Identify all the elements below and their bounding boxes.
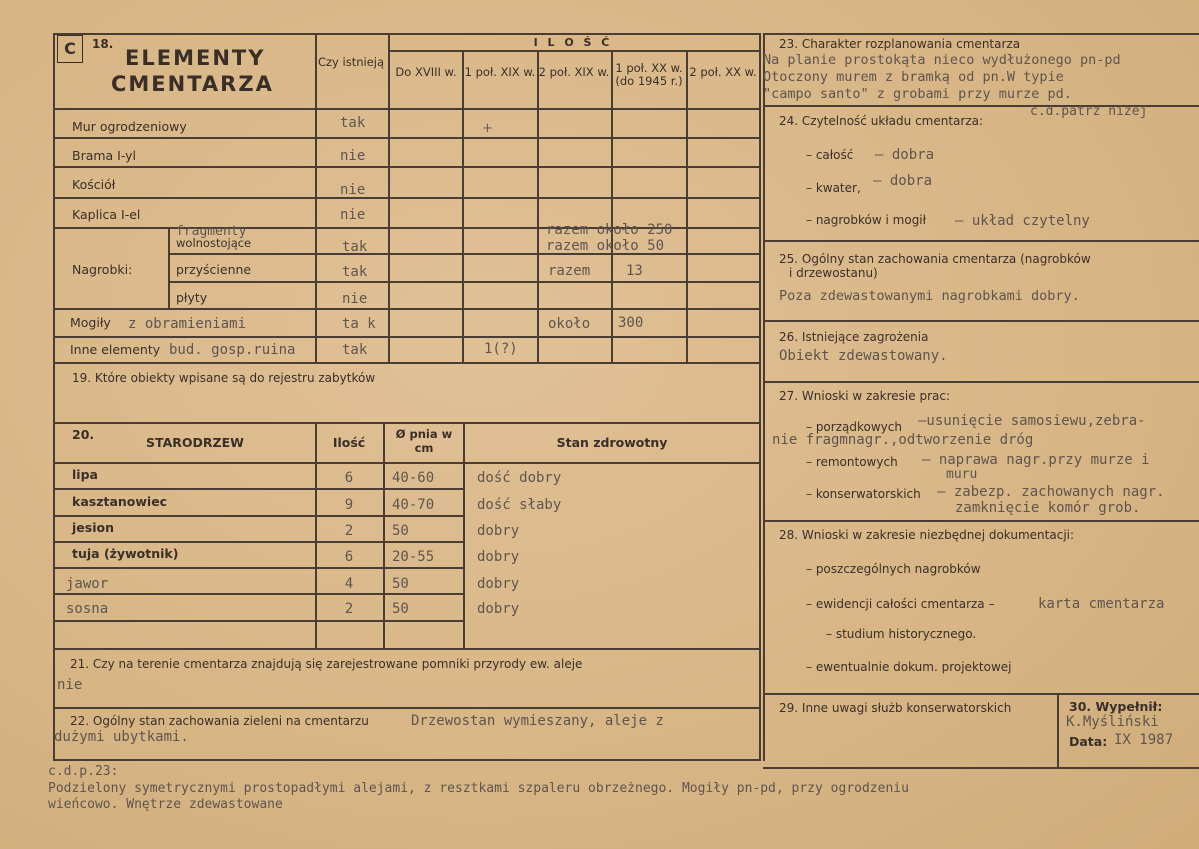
period-col-3: 2 poł. XIX w.	[538, 65, 610, 79]
q25-label: 25. Ogólny stan zachowania cmentarza (nagrobków	[779, 252, 1091, 266]
tree-diam-4: 50	[392, 576, 409, 592]
row-label-gate: Brama I-yl	[72, 148, 137, 163]
q22-answer-line1: Drzewostan wymieszany, aleje z	[411, 713, 664, 729]
period-col-2: 1 poł. XIX w.	[464, 65, 536, 79]
mogily-count-label: około	[548, 316, 591, 332]
q28-item-value-1: karta cmentarza	[1038, 596, 1165, 612]
q28-item-2: – studium historycznego.	[826, 627, 977, 641]
title-line-2: CMENTARZA	[111, 72, 274, 96]
period-col-4: 1 poł. XX w. (do 1945 r.)	[615, 61, 683, 88]
q25-label-2: i drzewostanu)	[789, 266, 878, 280]
tree-name-0: lipa	[72, 467, 98, 482]
tree-name-3: tuja (żywotnik)	[72, 546, 179, 561]
nagrobki-exists-freestanding: tak	[342, 239, 368, 255]
period-col-1: Do XVIII w.	[395, 65, 457, 79]
q27-item-value2-1: muru	[946, 467, 978, 482]
tree-diam-5: 50	[392, 601, 409, 617]
mogily-label: Mogiły	[70, 315, 111, 330]
q21-label: 21. Czy na terenie cmentarza znajdują się zarejestrowane pomniki przyrody ew. aleje	[70, 657, 583, 671]
mogily-value: z obramieniami	[128, 316, 247, 332]
nagrobki-label: Nagrobki:	[72, 262, 133, 277]
q23-answer-line2: Otoczony murem z bramką od pn.W typie	[763, 69, 1064, 85]
q22-answer-line2: dużymi ubytkami.	[54, 729, 189, 745]
row-label-chapel: Kaplica I-el	[72, 207, 141, 222]
row-exists-chapel: nie	[340, 207, 366, 223]
tree-header-diam: Ø pnia w cm	[395, 427, 453, 455]
tree-section-number: 20.	[72, 427, 95, 442]
q24-item-value-1: – dobra	[873, 173, 933, 189]
nagrobki-count-label-wall: razem	[548, 263, 591, 279]
inne-count: 1(?)	[484, 341, 518, 357]
q23-answer-line3: "campo santo" z grobami przy murze pd.	[763, 86, 1072, 102]
date-value: IX 1987	[1114, 732, 1174, 748]
tree-diam-2: 50	[392, 523, 409, 539]
tree-header-name: STARODRZEW	[146, 435, 244, 450]
q27-label: 27. Wnioski w zakresie prac:	[779, 389, 951, 403]
tree-diam-1: 40-70	[392, 497, 435, 513]
tree-header-health: Stan zdrowotny	[556, 435, 668, 450]
tree-diam-0: 40-60	[392, 470, 435, 486]
row-label-church: Kościół	[72, 177, 116, 192]
tree-health-1: dość słaby	[477, 497, 562, 513]
q23-label: 23. Charakter rozplanowania cmentarza	[779, 37, 1021, 51]
ilosc-header: I L O Ś Ć	[533, 36, 613, 49]
tree-health-4: dobry	[477, 576, 520, 592]
tree-diam-3: 20-55	[392, 549, 435, 565]
tree-count-1: 9	[344, 497, 354, 513]
q24-item-value-2: – układ czytelny	[955, 213, 1090, 229]
date-label: Data:	[1069, 734, 1108, 749]
q30-label: 30. Wypełnił:	[1069, 699, 1163, 714]
nagrobki-count-b: razem około 50	[546, 238, 665, 254]
row-label-wall: Mur ogrodzeniowy	[72, 119, 187, 134]
inne-value: bud. gosp.ruina	[169, 342, 296, 358]
q27-item-value2-2: zamknięcie komór grob.	[955, 500, 1141, 516]
q27-item-value-1: – naprawa nagr.przy murze i	[922, 452, 1150, 468]
footer-line-1: c.d.p.23:	[48, 764, 119, 779]
tree-count-5: 2	[344, 601, 354, 617]
q27-item-value-2: – zabezp. zachowanych nagr.	[937, 484, 1165, 500]
q28-item-0: – poszczególnych nagrobków	[806, 562, 981, 576]
section-number-18: 18.	[92, 37, 114, 51]
q29-label: 29. Inne uwagi służb konserwatorskich	[779, 701, 1012, 715]
q26-label: 26. Istniejące zagrożenia	[779, 330, 929, 344]
nagrobki-fragments-note: fragmenty	[176, 224, 247, 239]
tree-health-5: dobry	[477, 601, 520, 617]
tree-count-2: 2	[344, 523, 354, 539]
inne-exists: tak	[342, 342, 368, 358]
tree-health-2: dobry	[477, 523, 520, 539]
corner-letter-box: C	[57, 35, 83, 63]
q28-item-1: – ewidencji całości cmentarza –	[806, 597, 995, 611]
q27-item-value-0: –usunięcie samosiewu,zebra-	[918, 413, 1146, 429]
q25-answer: Poza zdewastowanymi nagrobkami dobry.	[779, 288, 1080, 304]
row-exists-gate: nie	[340, 148, 366, 164]
tree-count-0: 6	[344, 470, 354, 486]
tree-health-0: dość dobry	[477, 470, 562, 486]
nagrobki-exists-slabs: nie	[342, 291, 368, 307]
q21-answer: nie	[57, 677, 83, 693]
tree-count-3: 6	[344, 549, 354, 565]
nagrobki-sub-freestanding: wolnostojące	[176, 236, 252, 250]
q27-item-label-1: – remontowych	[806, 455, 898, 469]
q24-item-value-0: – dobra	[875, 147, 935, 163]
nagrobki-count-a: razem około 250	[546, 222, 673, 238]
q24-label: 24. Czytelność układu cmentarza:	[779, 114, 984, 128]
mogily-exists: ta k	[342, 316, 376, 332]
nagrobki-exists-wall: tak	[342, 264, 368, 280]
q24-item-label-1: – kwater,	[806, 181, 861, 195]
row-mark-wall: +	[482, 121, 493, 136]
row-exists-wall: tak	[340, 115, 366, 131]
row-exists-church: nie	[340, 182, 366, 198]
mogily-count: 300	[618, 315, 644, 331]
inne-label: Inne elementy	[70, 342, 161, 357]
nagrobki-sub-wall: przyścienne	[176, 262, 252, 277]
q26-answer: Obiekt zdewastowany.	[779, 348, 948, 364]
q22-label: 22. Ogólny stan zachowania zieleni na cmentarzu	[70, 714, 369, 728]
tree-name-2: jesion	[72, 520, 114, 535]
filled-by: K.Myśliński	[1066, 714, 1159, 730]
q24-item-label-0: – całość	[806, 148, 854, 162]
title-line-1: ELEMENTY	[125, 46, 266, 70]
q28-item-3: – ewentualnie dokum. projektowej	[806, 660, 1012, 674]
col-exists-header: Czy istnieją	[317, 55, 385, 69]
q27-item-label-2: – konserwatorskich	[806, 487, 921, 501]
period-col-5: 2 poł. XX w.	[689, 65, 757, 79]
tree-health-3: dobry	[477, 549, 520, 565]
tree-name-4: jawor	[66, 576, 109, 592]
q24-item-label-2: – nagrobków i mogił	[806, 213, 927, 227]
footer-line-3: wieńcowo. Wnętrze zdewastowane	[48, 797, 283, 812]
q27-item-value2-0: nie fragmnagr.,odtworzenie dróg	[772, 432, 1034, 448]
tree-count-4: 4	[344, 576, 354, 592]
q23-answer-line1: Na planie prostokąta nieco wydłużonego pn-pd	[763, 52, 1121, 68]
nagrobki-sub-slabs: płyty	[176, 290, 208, 305]
tree-header-count: Ilość	[332, 435, 366, 450]
tree-name-5: sosna	[66, 601, 109, 617]
q24-note: c.d.patrz niżej	[1030, 104, 1148, 119]
footer-line-2: Podzielony symetrycznymi prostopadłymi alejami, z resztkami szpaleru obrzeżnego. Mogiły pn-pd, przy ogrodzeniu	[48, 781, 909, 796]
nagrobki-count-wall: 13	[626, 263, 643, 279]
q27-item-label-0: – porządkowych	[806, 420, 902, 434]
q28-label: 28. Wnioski w zakresie niezbędnej dokumentacji:	[779, 528, 1075, 542]
tree-name-1: kasztanowiec	[72, 494, 168, 509]
q19-label: 19. Które obiekty wpisane są do rejestru zabytków	[72, 371, 376, 385]
